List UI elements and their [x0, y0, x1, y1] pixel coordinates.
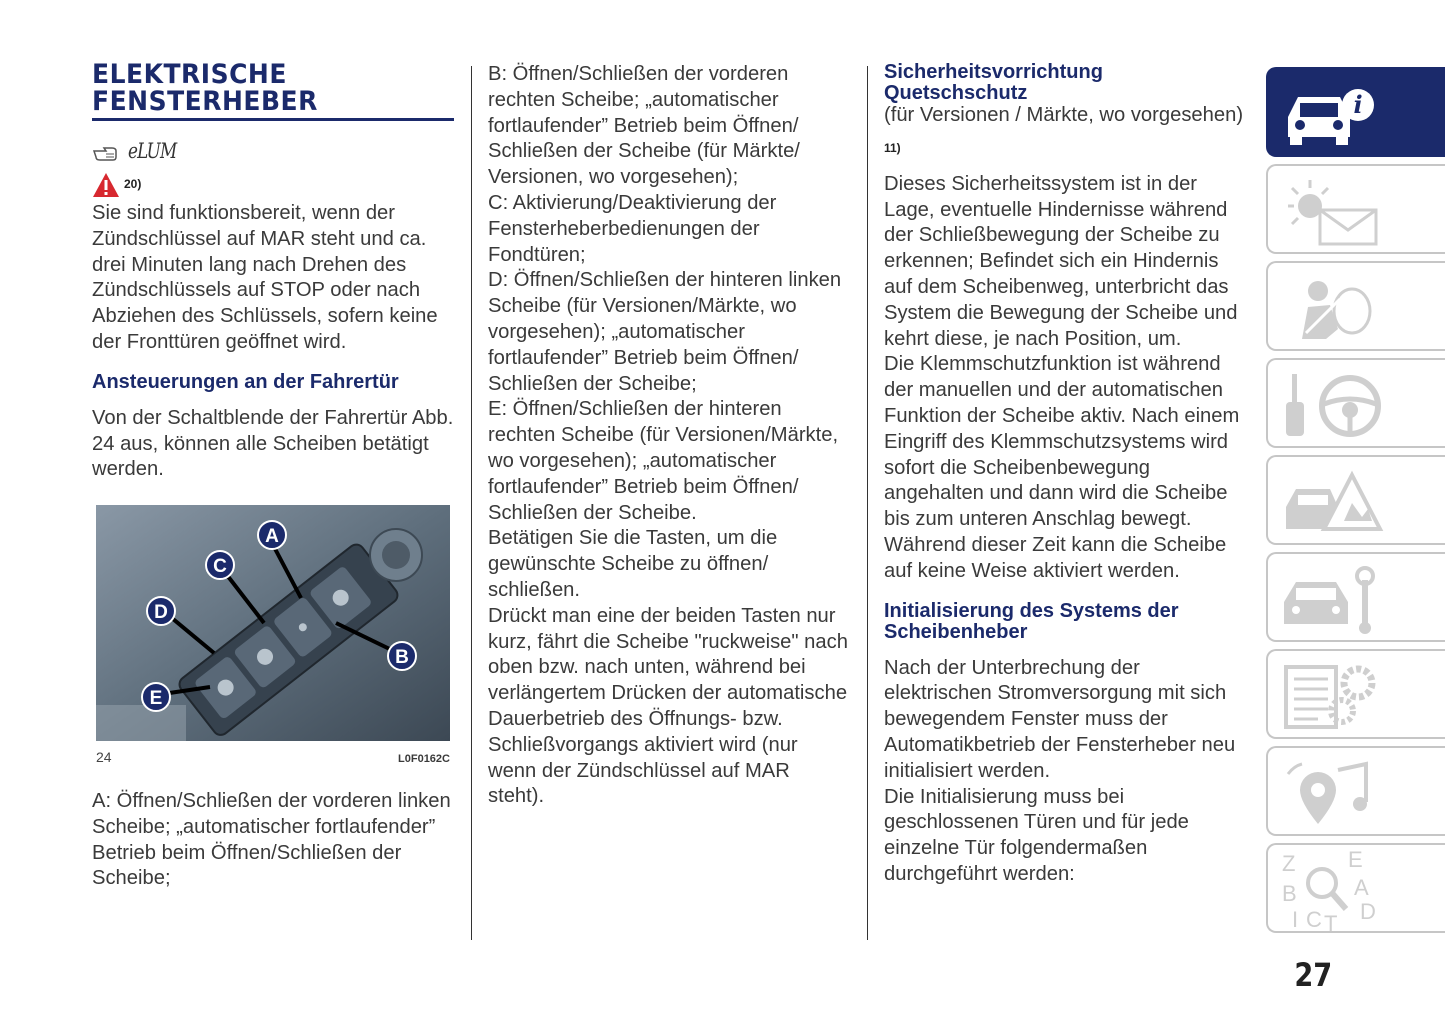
column-2: [488, 62, 848, 810]
figure-label-e: E: [149, 688, 163, 710]
operate-paragraph: Betätigen Sie die Tasten, um die gewünschte Scheibe zu öffnen/ schließen.: [488, 527, 778, 601]
tab-index[interactable]: [1266, 843, 1445, 933]
tab-technical-data[interactable]: [1266, 649, 1445, 739]
subheading-initialization-line1: Initialisierung des Systems der: [884, 599, 1179, 622]
tab-car-info[interactable]: [1266, 67, 1445, 157]
initialization-procedure-paragraph: Die Initialisierung muss bei geschlossenen Türen und für jede einzelne Tür folgendermaßen durchgeführt werden:: [884, 785, 1189, 885]
index-icon: [1278, 851, 1388, 935]
figure-number: 24: [96, 749, 112, 766]
title-line-2: FENSTERHEBER: [92, 85, 318, 117]
title-underline: [92, 118, 454, 121]
tab-warning-lights[interactable]: [1266, 164, 1445, 254]
versions-note: (für Versionen / Märkte, wo vorgesehen): [884, 104, 1244, 126]
column-3: [884, 62, 1246, 888]
figure-label-c: C: [213, 556, 227, 578]
column-divider-1: [471, 66, 472, 940]
tab-safety[interactable]: [1266, 261, 1445, 351]
reference-11: 11): [884, 141, 901, 155]
intro-paragraph: Sie sind funktionsbereit, wenn der Zündschlüssel auf MAR steht und ca. drei Minuten lang nach Drehen des Zündschlüssels auf STOP oder nach Abziehen des Schlüssels, sofern keine der Fronttüren geöffnet wird.: [92, 202, 438, 353]
driver-door-paragraph: Von der Schaltblende der Fahrertür Abb. 24 aus, können alle Scheiben betätigt werden.: [92, 406, 454, 481]
item-e-paragraph: E: Öffnen/Schließen der hinteren rechten Scheibe (für Versionen/Märkte, wo vorgesehen); „automatischer fortlaufender” Betrieb beim Öffnen/ Schließen der Scheibe.: [488, 398, 839, 524]
subheading-initialization-line2: Scheibenheber: [884, 620, 1028, 643]
warning-reference: [92, 171, 454, 199]
pointing-hand-icon: [92, 141, 122, 163]
item-a-paragraph: A: Öffnen/Schließen der vorderen linken Scheibe; „automatischer fortlaufender” Betrieb beim Öffnen/Schließen der Scheibe;: [92, 789, 451, 890]
warning-lights-icon: [1278, 172, 1388, 250]
item-b-paragraph: B: Öffnen/Schließen der vorderen rechten Scheibe; „automatischer fortlaufender” Betrieb beim Öffnen/ Schließen der Scheibe (für Märkte/ Versionen, wo vorgesehen);: [488, 63, 800, 189]
column-1: [92, 58, 454, 892]
airbag-icon: [1278, 269, 1388, 347]
subheading-anti-pinch: [884, 62, 1246, 104]
figure-code: L0F0162C: [398, 753, 450, 766]
warning-ref-number: 20): [124, 177, 142, 192]
multimedia-icon: [1278, 754, 1388, 832]
tab-starting-driving[interactable]: [1266, 358, 1445, 448]
index-letter-a: A: [1354, 875, 1369, 900]
index-letter-z: Z: [1282, 851, 1296, 876]
short-press-paragraph: Drückt man eine der beiden Tasten nur kurz, fährt die Scheibe "ruckweise" nach oben bzw. nach unten, während bei verlängertem Drücken der automatische Dauerbetrieb des Öffnungs- bzw. Schließvorgangs aktiviert wird (nur wenn der Zündschlüssel auf MAR steht).: [488, 604, 848, 808]
tab-multimedia[interactable]: [1266, 746, 1445, 836]
svg-text:i: i: [1353, 90, 1363, 119]
figure-label-d: D: [154, 602, 168, 624]
initialization-paragraph: Nach der Unterbrechung der elektrischen Stromversorgung mit sich bewegendem Fenster muss der Automatikbetrieb der Fensterheber neu initialisiert werden.: [884, 656, 1236, 782]
title-line-1: ELEKTRISCHE: [92, 58, 287, 90]
anti-pinch-function-paragraph: Die Klemmschutzfunktion ist während der manuellen und der automatischen Funktion der Scheibe aktiv. Nach einem Eingriff des Klemmschutzsystems wird sofort die Scheibenbewegung angehalten und dann wird die Scheibe bis zum unteren Anschlag bewegt. Während dieser Zeit kann die Scheibe auf keine Weise aktiviert werden.: [884, 353, 1240, 582]
figure-label-a: A: [265, 526, 279, 548]
item-c-paragraph: C: Aktivierung/Deaktivierung der Fensterheberbedienungen der Fondtüren;: [488, 191, 777, 266]
figure-caption: [92, 745, 450, 773]
index-letter-i: I: [1292, 907, 1299, 932]
page-number: 27: [1294, 956, 1333, 994]
index-letter-e: E: [1348, 851, 1363, 872]
elum-icon: [92, 137, 454, 167]
breakdown-icon: [1278, 463, 1388, 541]
warning-icon: [92, 172, 120, 198]
figure-24: [96, 505, 450, 741]
item-d-paragraph: D: Öffnen/Schließen der hinteren linken Scheibe (für Versionen/Märkte, wo vorgesehen); „automatischer fortlaufender” Betrieb beim Öffnen/ Schließen der Scheibe;: [488, 269, 842, 395]
tab-emergency[interactable]: [1266, 455, 1445, 545]
elum-glyph: eLUM: [128, 139, 177, 164]
window-switch-photo: [96, 505, 450, 741]
car-info-icon: [1278, 75, 1378, 153]
subheading-anti-pinch-line2: Quetschschutz: [884, 82, 1028, 104]
subheading-initialization: [884, 601, 1246, 643]
key-steering-icon: [1278, 366, 1388, 444]
anti-pinch-paragraph: Dieses Sicherheitssystem ist in der Lage, eventuelle Hindernisse während der Schließbewegung der Scheibe zu erkennen; Befindet sich ein Hindernis auf dem Scheibenweg, unterbricht das System die Bewegung der Scheibe und kehrt diese, je nach Position, um.: [884, 172, 1238, 350]
column-divider-2: [867, 66, 868, 940]
section-title: [92, 58, 454, 117]
index-letter-d: D: [1360, 899, 1376, 924]
subheading-driver-door: Ansteuerungen an der Fahrertür: [92, 370, 399, 393]
technical-data-icon: [1278, 657, 1388, 735]
index-letter-t: T: [1324, 911, 1338, 935]
index-letter-c: C: [1306, 907, 1322, 932]
subheading-anti-pinch-line1: Sicherheitsvorrichtung: [884, 61, 1103, 83]
index-letter-b: B: [1282, 881, 1297, 906]
car-maintenance-icon: [1278, 560, 1388, 638]
tab-maintenance[interactable]: [1266, 552, 1445, 642]
figure-label-b: B: [395, 647, 409, 669]
